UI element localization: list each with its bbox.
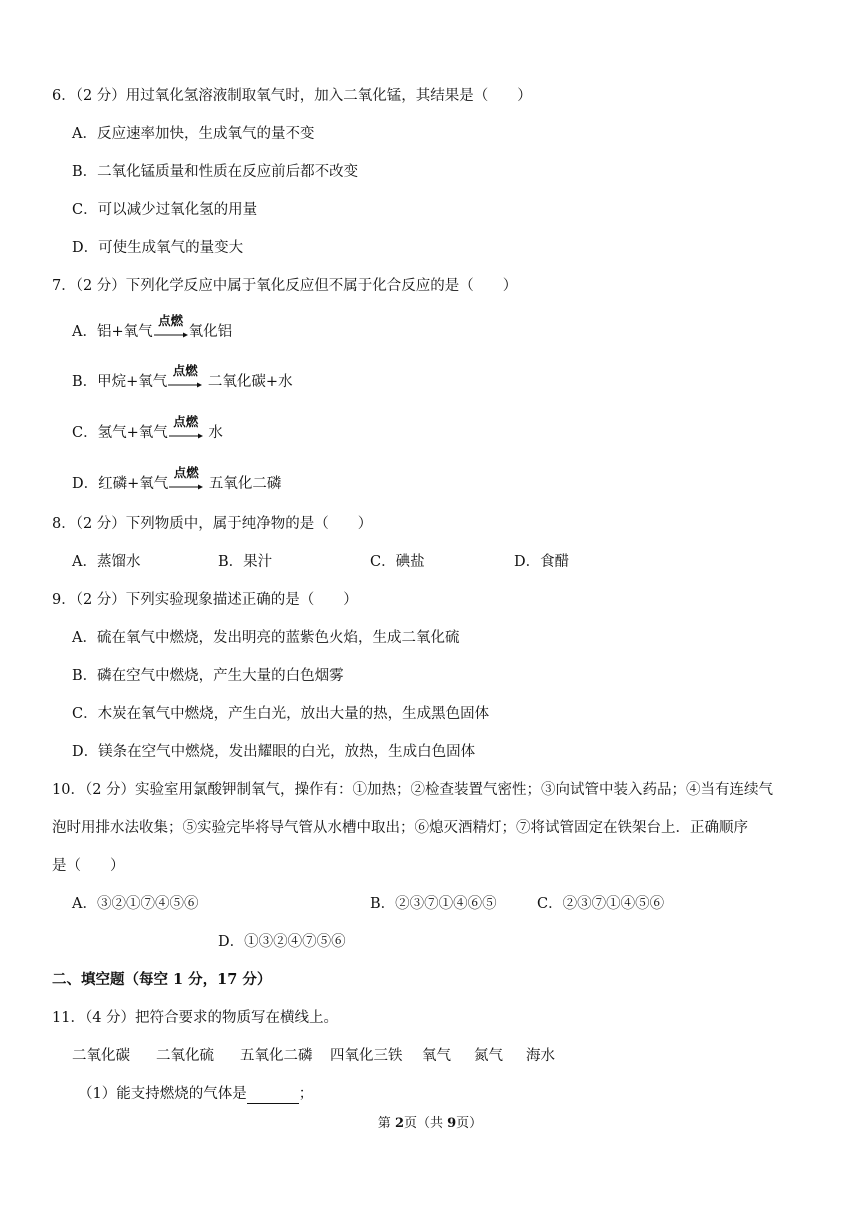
answer-blank[interactable] xyxy=(247,1087,299,1104)
q7-option-c xyxy=(72,414,223,443)
products: 二氧化碳+水 xyxy=(203,374,293,390)
q8-option-c: C．碘盐 xyxy=(370,554,425,570)
arrow-icon xyxy=(168,484,204,490)
substance-item: 四氧化三铁 xyxy=(330,1048,403,1064)
question-8-stem: 8．（2 分）下列物质中，属于纯净物的是（ ） xyxy=(52,516,373,532)
question-7-stem: 7．（2 分）下列化学反应中属于氧化反应但不属于化合反应的是（ ） xyxy=(52,278,518,294)
page-footer xyxy=(0,1112,860,1131)
q6-option-d: D．可使生成氧气的量变大 xyxy=(72,240,244,256)
page-number: 2 xyxy=(394,1116,404,1131)
reaction-arrow xyxy=(167,363,203,392)
products: 氧化铝 xyxy=(188,324,233,340)
question-6-stem: 6．（2 分）用过氧化氢溶液制取氧气时，加入二氧化锰，其结果是（ ） xyxy=(52,88,532,104)
total-pages: 9 xyxy=(447,1116,457,1131)
q8-option-b: B．果汁 xyxy=(218,554,273,570)
condition-label: 点燃 xyxy=(173,414,199,429)
reaction-arrow xyxy=(168,465,204,494)
q8-option-a: A．蒸馏水 xyxy=(72,554,141,570)
question-10-stem-line3: 是（ ） xyxy=(52,858,125,874)
reaction-arrow xyxy=(153,313,189,342)
reactants: C．氢气+氧气 xyxy=(72,425,168,441)
sub-question-end: ； xyxy=(298,1086,314,1102)
substance-item: 二氧化硫 xyxy=(156,1048,214,1064)
reaction-arrow xyxy=(168,414,204,443)
substance-item: 海水 xyxy=(526,1048,555,1064)
q9-option-c: C．木炭在氧气中燃烧，产生白光，放出大量的热，生成黑色固体 xyxy=(72,706,490,722)
footer-text: 页） xyxy=(456,1116,483,1131)
footer-text: 页（共 xyxy=(403,1116,448,1131)
substance-item: 氧气 xyxy=(422,1048,451,1064)
condition-label: 点燃 xyxy=(173,465,199,480)
question-9-stem: 9．（2 分）下列实验现象描述正确的是（ ） xyxy=(52,592,358,608)
q9-option-a: A．硫在氧气中燃烧，发出明亮的蓝紫色火焰，生成二氧化硫 xyxy=(72,630,460,646)
q10-option-b: B．②③⑦①④⑥⑤ xyxy=(370,896,497,912)
q6-option-b: B．二氧化锰质量和性质在反应前后都不改变 xyxy=(72,164,359,180)
q11-sub-1 xyxy=(78,1084,313,1104)
condition-label: 点燃 xyxy=(172,363,198,378)
q8-option-d: D．食醋 xyxy=(514,554,570,570)
footer-text: 第 xyxy=(377,1116,395,1131)
question-10-stem-line1: 10．（2 分）实验室用氯酸钾制氧气，操作有：①加热；②检查装置气密性；③向试管中装入药品；④当有连续气 xyxy=(52,782,774,798)
substance-item: 二氧化碳 xyxy=(72,1048,130,1064)
question-11-stem: 11．（4 分）把符合要求的物质写在横线上。 xyxy=(52,1010,339,1026)
q9-option-b: B．磷在空气中燃烧，产生大量的白色烟雾 xyxy=(72,668,344,684)
arrow-icon xyxy=(167,382,203,388)
question-10-stem-line2: 泡时用排水法收集；⑤实验完毕将导气管从水槽中取出；⑥熄灭酒精灯；⑦将试管固定在铁架台上．正确顺序 xyxy=(52,820,748,836)
q9-option-d: D．镁条在空气中燃烧，发出耀眼的白光，放热，生成白色固体 xyxy=(72,744,476,760)
q10-option-c: C．②③⑦①④⑤⑥ xyxy=(537,896,665,912)
products: 水 xyxy=(203,425,223,441)
condition-label: 点燃 xyxy=(158,313,184,328)
products: 五氧化二磷 xyxy=(204,476,282,492)
q7-option-d xyxy=(72,465,282,494)
arrow-icon xyxy=(168,433,204,439)
reactants: D．红磷+氧气 xyxy=(72,476,169,492)
substance-item: 氮气 xyxy=(474,1048,503,1064)
section-heading: 二、填空题（每空 1 分，17 分） xyxy=(52,971,272,988)
q7-option-b xyxy=(72,363,293,392)
reactants: A．铝+氧气 xyxy=(72,324,153,340)
q10-option-d: D．①③②④⑦⑤⑥ xyxy=(218,934,346,950)
q6-option-a: A．反应速率加快，生成氧气的量不变 xyxy=(72,126,315,142)
sub-question-text: （1）能支持燃烧的气体是 xyxy=(78,1086,247,1102)
q6-option-c: C．可以减少过氧化氢的用量 xyxy=(72,202,258,218)
q7-option-a xyxy=(72,313,233,342)
reactants: B．甲烷+氧气 xyxy=(72,374,168,390)
arrow-icon xyxy=(153,332,189,338)
substance-item: 五氧化二磷 xyxy=(240,1048,313,1064)
q10-option-a: A．③②①⑦④⑤⑥ xyxy=(72,896,199,912)
